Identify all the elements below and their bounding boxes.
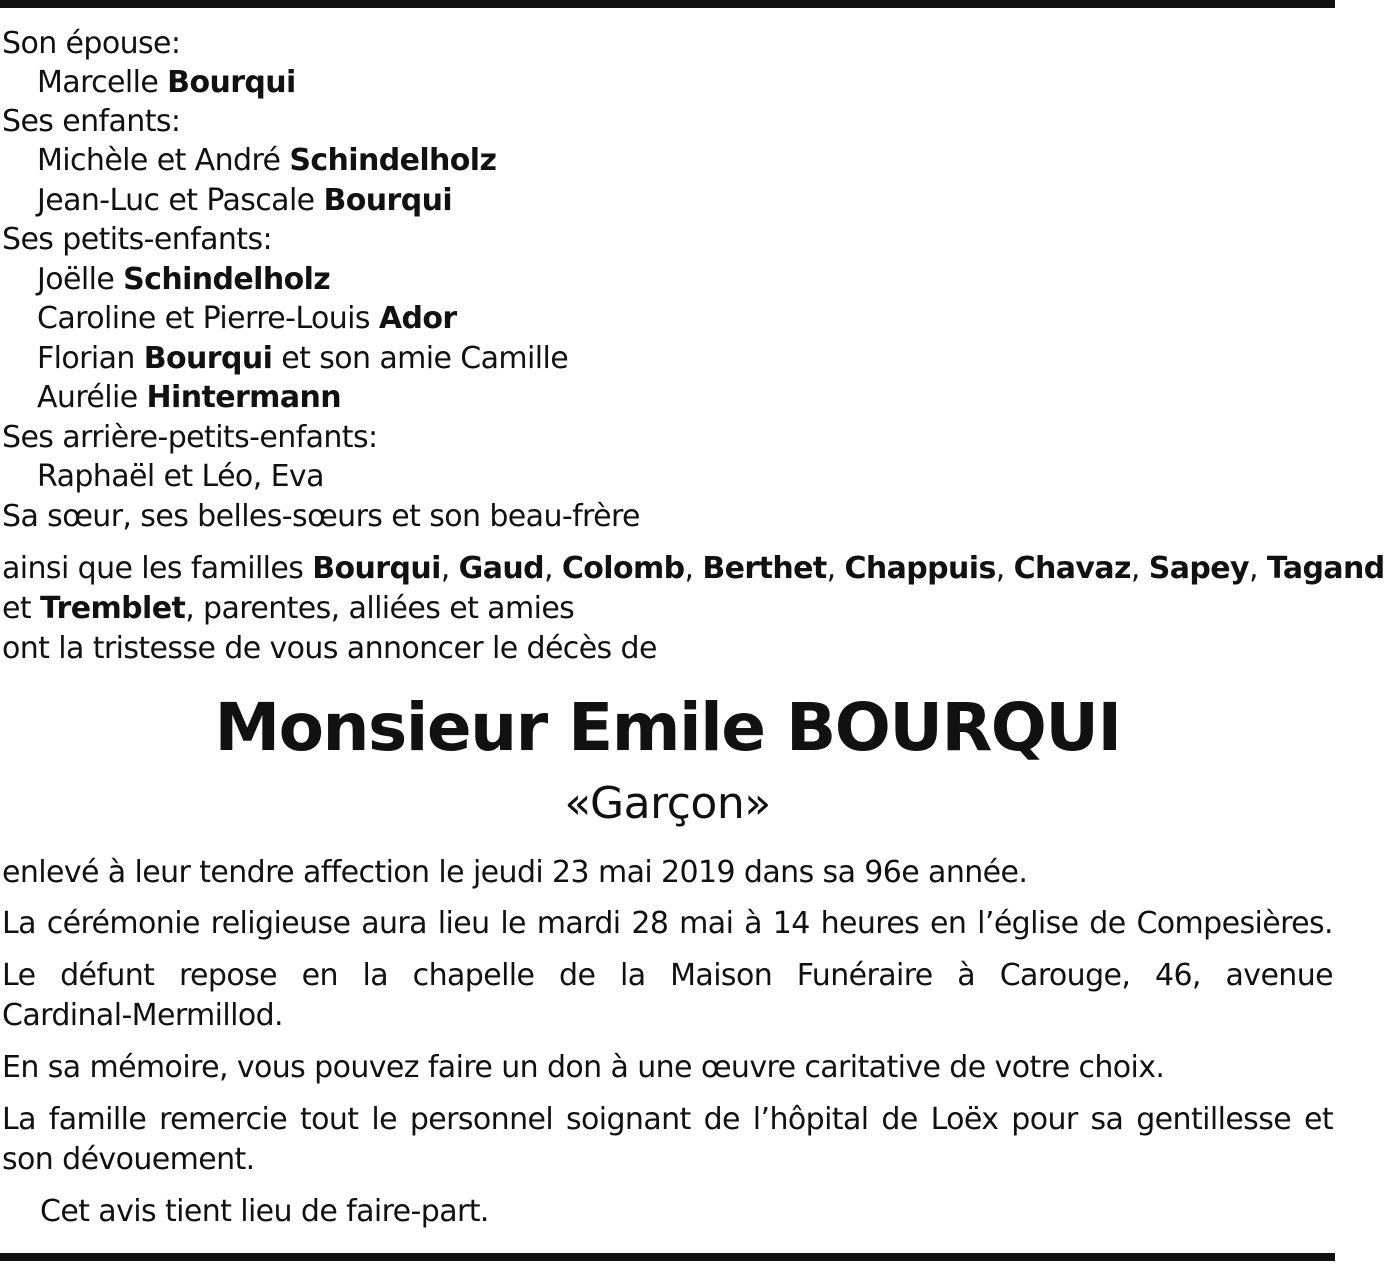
thanks-statement-line1: La famille remercie tout le personnel soignant de l’hôpital de Loëx pour sa gentillesse et (2, 1102, 1333, 1137)
great-grandchildren-names: Raphaël et Léo, Eva (37, 459, 324, 494)
deceased-nickname: «Garçon» (564, 778, 771, 829)
family-name: Sapey (1148, 551, 1249, 586)
spouse-label: Son épouse: (2, 26, 181, 61)
family-name: Colomb (561, 551, 685, 586)
family-name: Tremblet (39, 591, 186, 626)
spouse-last-name: Bourqui (167, 65, 296, 100)
child-last-name: Schindelholz (289, 143, 497, 178)
child-last-name: Bourqui (323, 183, 453, 218)
grandchild-first-names: Aurélie (37, 380, 138, 415)
family-name: Bourqui (312, 551, 441, 586)
child-entry (37, 141, 1335, 181)
grandchild-entry (37, 378, 1335, 418)
ceremony-statement: La cérémonie religieuse aura lieu le mardi 28 mai à 14 heures en l’église de Compesières. (2, 906, 1333, 941)
family-name: Tagand (1266, 551, 1385, 586)
family-name: Chappuis (844, 551, 996, 586)
grandchildren-label: Ses petits-enfants: (2, 222, 273, 257)
grandchild-entry (37, 260, 1335, 300)
child-first-names: Jean-Luc et Pascale (37, 183, 315, 218)
child-entry (37, 181, 1335, 221)
families-line: ainsi que les familles Bourqui, Gaud, Colomb, Berthet, Chappuis, Chavaz, Sapey, Tagand (2, 551, 1385, 586)
siblings-line: Sa sœur, ses belles-sœurs et son beau-frère (2, 499, 640, 534)
grandchild-last-name: Hintermann (146, 380, 341, 415)
child-first-names: Michèle et André (37, 143, 281, 178)
thanks-statement-line2: son dévouement. (2, 1142, 255, 1177)
families-line-continued (2, 589, 1335, 629)
spouse-first-name: Marcelle (37, 65, 159, 100)
rest-statement-line2: Cardinal-Mermillod. (2, 998, 283, 1033)
memory-statement: En sa mémoire, vous pouvez faire un don à une œuvre caritative de votre choix. (2, 1050, 1165, 1085)
grandchild-entry (37, 299, 1335, 339)
great-grandchildren-label: Ses arrière-petits-enfants: (2, 420, 378, 455)
grandchild-first-names: Florian (37, 341, 135, 376)
grandchild-entry (37, 339, 1335, 379)
deceased-name: Monsieur Emile BOURQUI (214, 689, 1121, 766)
family-name: Berthet (702, 551, 827, 586)
grandchild-suffix: et son amie Camille (281, 341, 569, 376)
family-name: Gaud (458, 551, 544, 586)
families-intro: ainsi que les familles (2, 551, 304, 586)
rest-statement-line1: Le défunt repose en la chapelle de la Maison Funéraire à Carouge, 46, avenue (2, 958, 1333, 993)
closing-statement: Cet avis tient lieu de faire-part. (40, 1194, 489, 1229)
grandchild-first-names: Caroline et Pierre-Louis (37, 301, 370, 336)
families-tail: , parentes, alliées et amies (185, 591, 575, 626)
death-statement: enlevé à leur tendre affection le jeudi 23 mai 2019 dans sa 96e année. (2, 855, 1028, 890)
grandchild-first-names: Joëlle (37, 262, 115, 297)
family-name: Chavaz (1013, 551, 1131, 586)
grandchild-last-name: Ador (378, 301, 457, 336)
spouse-entry (37, 63, 1335, 103)
announce-line: ont la tristesse de vous annoncer le décès de (2, 631, 657, 666)
grandchild-last-name: Schindelholz (123, 262, 331, 297)
children-label: Ses enfants: (2, 104, 181, 139)
top-border-rule (0, 0, 1335, 8)
grandchild-last-name: Bourqui (143, 341, 273, 376)
bottom-border-rule (0, 1253, 1335, 1261)
families-connector: et (2, 591, 32, 626)
